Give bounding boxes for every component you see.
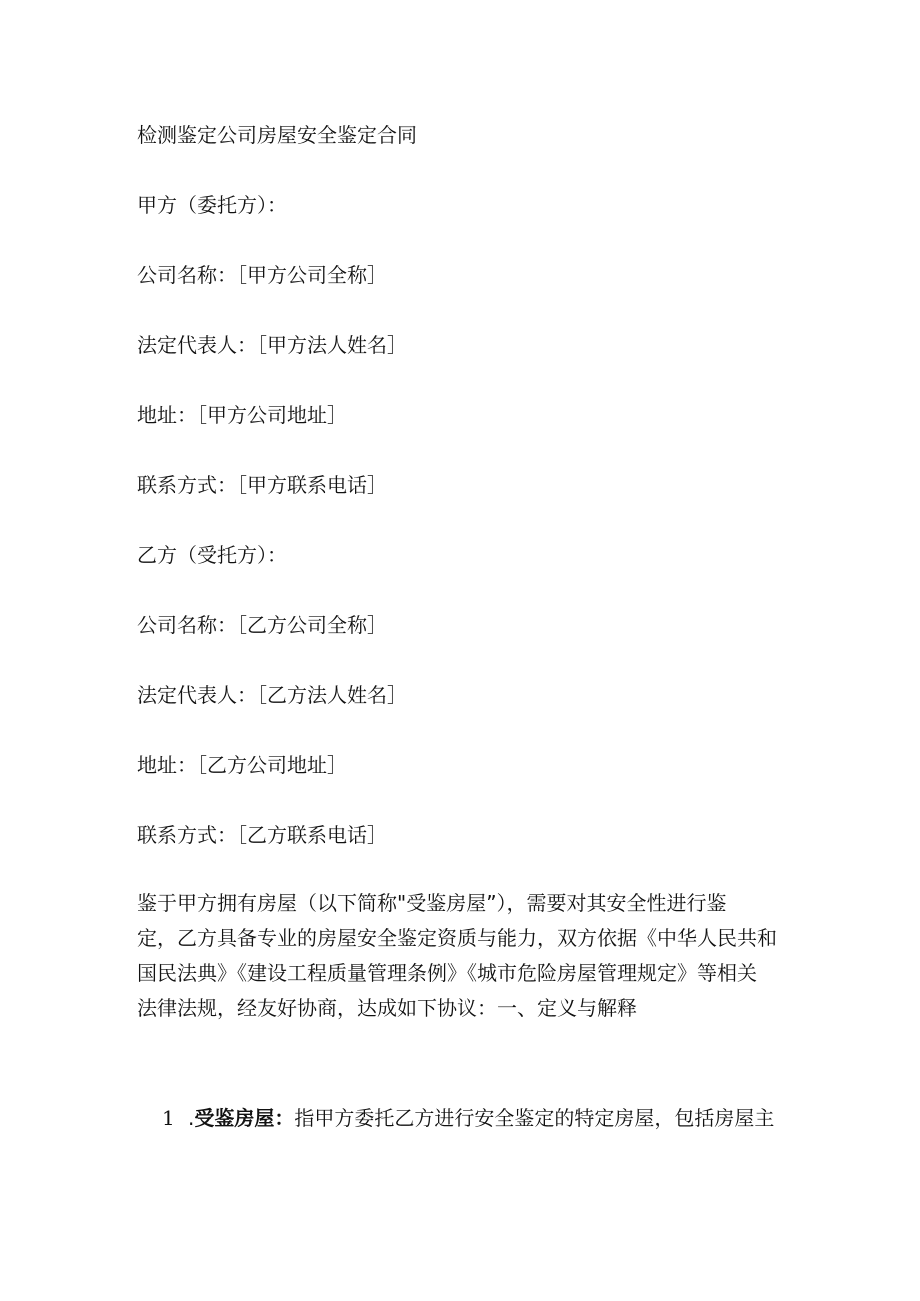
document-title: 检测鉴定公司房屋安全鉴定合同 [137,123,417,147]
preamble-line: 鉴于甲方拥有房屋（以下简称"受鉴房屋”），需要对其安全性进行鉴 [137,891,727,915]
party-b-company: 公司名称：［乙方公司全称］ [137,613,387,637]
preamble-line: 定，乙方具备专业的房屋安全鉴定资质与能力，双方依据《中华人民共和 [137,926,777,950]
party-a-heading: 甲方（委托方）： [137,193,287,217]
party-b-address: 地址：［乙方公司地址］ [137,753,347,777]
preamble-paragraph [137,886,797,1026]
definition-term: 受鉴房屋： [194,1106,295,1130]
definition-item-number: 1 [162,1106,175,1130]
preamble-line: 法律法规，经友好协商，达成如下协议：一、定义与解释 [137,996,637,1020]
party-b-contact: 联系方式：［乙方联系电话］ [137,823,387,847]
party-b-heading: 乙方（受托方）： [137,543,287,567]
party-a-contact: 联系方式：［甲方联系电话］ [137,473,387,497]
definition-item-separator: . [188,1106,195,1130]
definition-item [162,1104,774,1132]
party-a-representative: 法定代表人：［甲方法人姓名］ [137,333,407,357]
definition-text: 指甲方委托乙方进行安全鉴定的特定房屋，包括房屋主 [294,1106,775,1130]
preamble-line: 国民法典》《建设工程质量管理条例》《城市危险房屋管理规定》等相关 [137,961,757,985]
party-a-company: 公司名称：［甲方公司全称］ [137,263,387,287]
party-b-representative: 法定代表人：［乙方法人姓名］ [137,683,407,707]
party-a-address: 地址：［甲方公司地址］ [137,403,347,427]
